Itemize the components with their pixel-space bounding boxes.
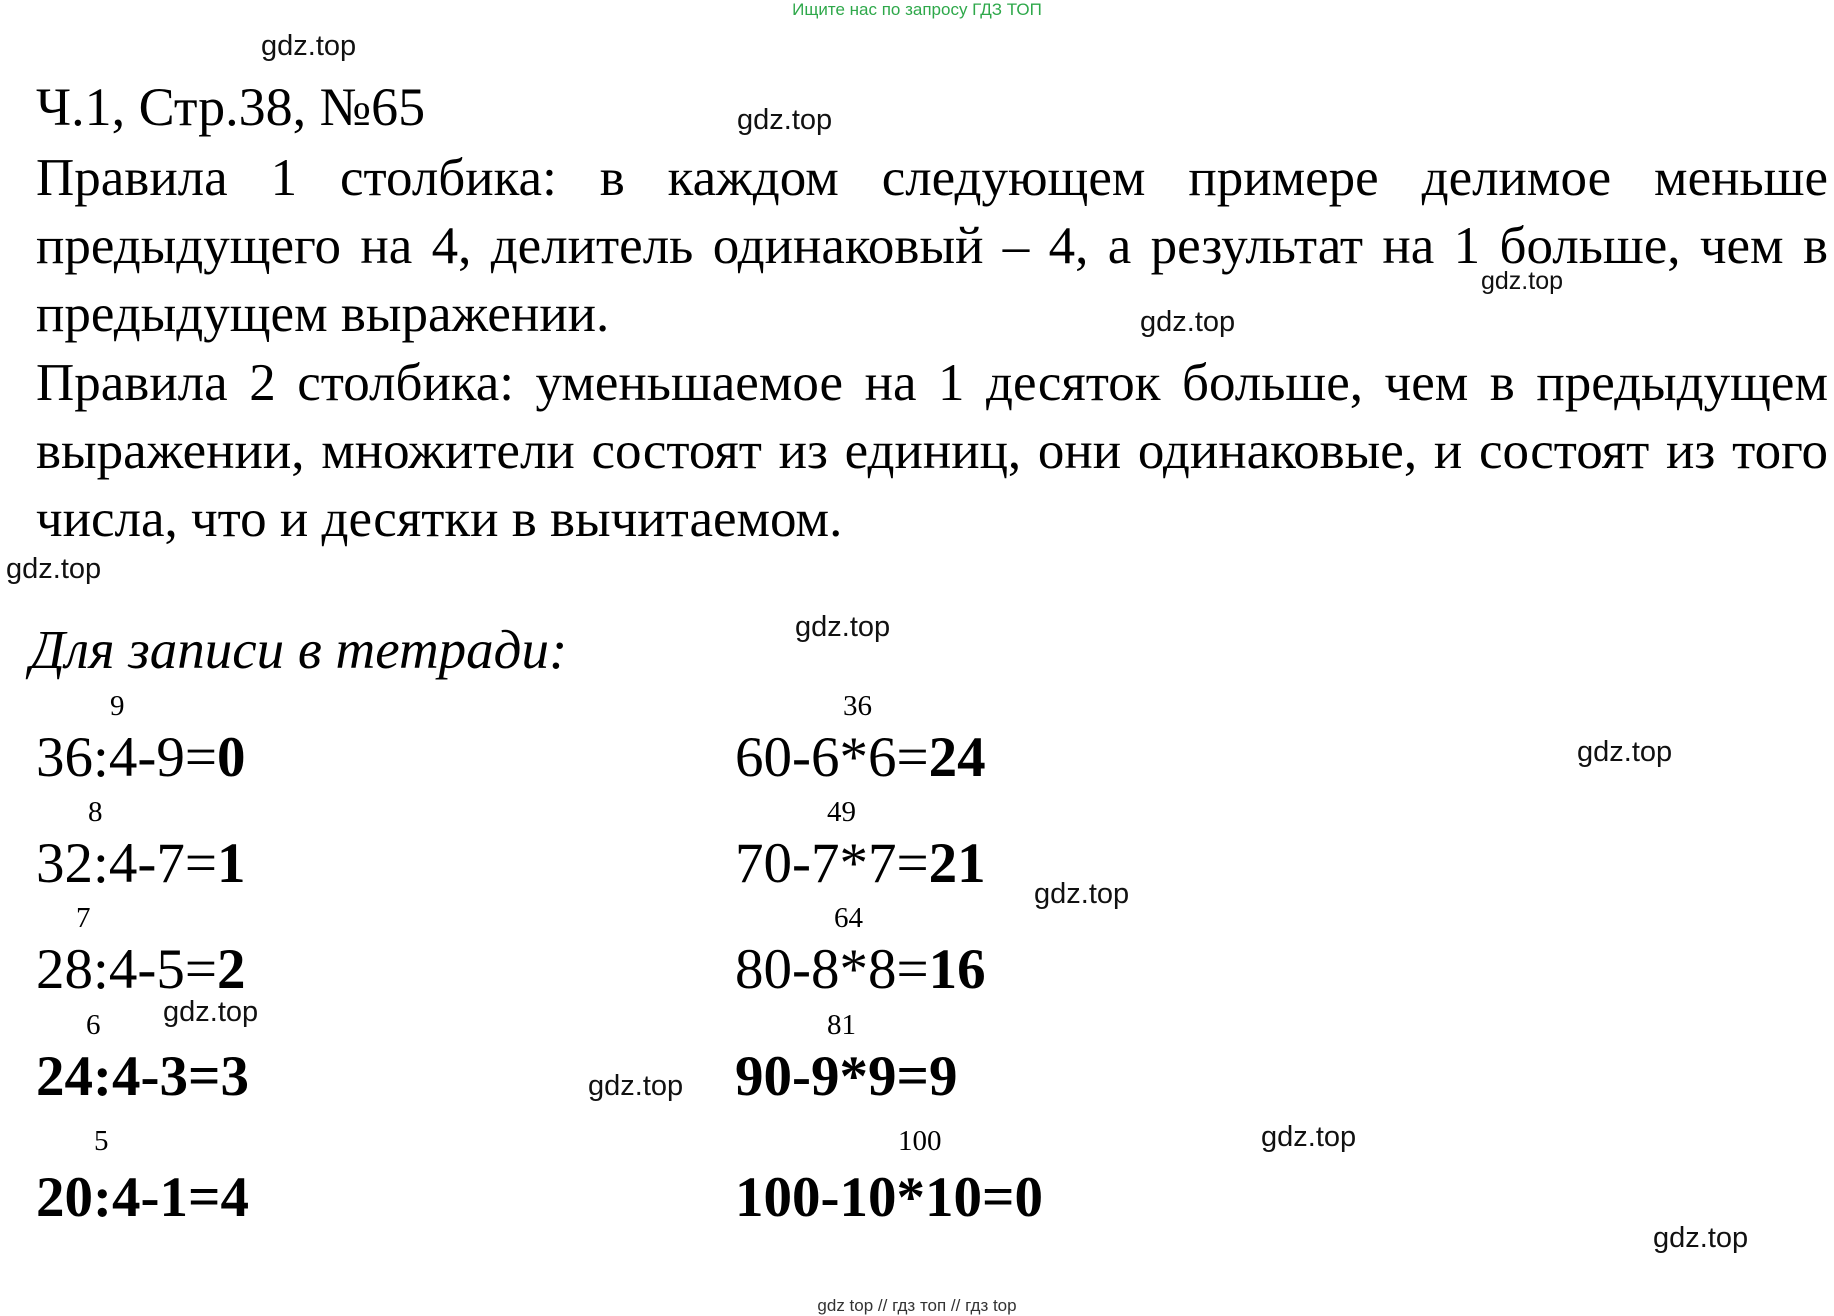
watermark: gdz.top — [1140, 306, 1236, 338]
column2-sup-3: 64 — [834, 902, 863, 934]
column1-answer-2: 1 — [216, 832, 246, 895]
column2-row-5 — [735, 1166, 1043, 1230]
watermark: gdz.top — [261, 30, 357, 62]
column1-expr-5: 20:4-1= — [36, 1166, 221, 1229]
column2-expr-3: 80-8*8= — [735, 938, 929, 1001]
column2-row-4 — [735, 1045, 957, 1109]
column1-sup-4: 6 — [86, 1009, 101, 1041]
column2-sup-5: 100 — [898, 1125, 942, 1157]
page-title: Ч.1, Стр.38, №65 — [36, 77, 426, 137]
watermark: gdz.top — [6, 553, 102, 585]
watermark: gdz.top — [1481, 267, 1564, 295]
column2-row-2 — [735, 832, 986, 896]
column1-sup-2: 8 — [88, 796, 103, 828]
column1-sup-3: 7 — [76, 902, 91, 934]
column2-expr-2: 70-7*7= — [735, 832, 929, 895]
column2-answer-2: 21 — [928, 832, 986, 895]
column2-answer-4: 9 — [928, 1045, 958, 1108]
column2-answer-5: 0 — [1014, 1166, 1043, 1229]
column2-expr-1: 60-6*6= — [735, 726, 929, 789]
column1-row-2 — [36, 832, 245, 896]
column1-answer-3: 2 — [216, 938, 246, 1001]
watermark: gdz.top — [1577, 736, 1673, 768]
watermark: gdz.top — [795, 611, 891, 643]
column2-row-3 — [735, 938, 986, 1002]
column1-row-1 — [36, 726, 245, 790]
column1-row-3 — [36, 938, 245, 1002]
column2-sup-1: 36 — [843, 690, 872, 722]
column1-answer-5: 4 — [220, 1166, 249, 1229]
column2-answer-1: 24 — [928, 726, 986, 789]
notebook-label: Для записи в тетради: — [30, 619, 568, 680]
column1-expr-2: 32:4-7= — [36, 832, 217, 895]
column2-answer-3: 16 — [928, 938, 986, 1001]
column2-row-1 — [735, 726, 986, 790]
column2-sup-4: 81 — [827, 1009, 856, 1041]
column1-expr-3: 28:4-5= — [36, 938, 217, 1001]
watermark: gdz.top — [588, 1070, 684, 1102]
column2-expr-5: 100-10*10= — [735, 1166, 1015, 1229]
column1-expr-1: 36:4-9= — [36, 726, 217, 789]
watermark: gdz.top — [163, 996, 259, 1028]
rule-column-2: Правила 2 столбика: уменьшаемое на 1 десяток больше, чем в предыдущем выражении, множители состоят из единиц, они одинаковые, и состоят из того числа, что и десятки в вычитаемом. — [36, 354, 1828, 548]
top-banner: Ищите нас по запросу ГДЗ ТОП — [792, 0, 1042, 19]
watermark: gdz.top — [1261, 1121, 1357, 1153]
watermark: gdz.top — [737, 104, 833, 136]
watermark: gdz.top — [1653, 1222, 1749, 1254]
rule-column-1: Правила 1 столбика: в каждом следующем примере делимое меньше предыдущего на 4, делитель одинаковый – 4, а результат на 1 больше, чем в предыдущем выражении. — [36, 149, 1828, 343]
column2-expr-4: 90-9*9= — [735, 1045, 929, 1108]
column1-row-5 — [36, 1166, 249, 1230]
column1-sup-1: 9 — [110, 690, 125, 722]
column1-row-4 — [36, 1045, 249, 1109]
column2-sup-2: 49 — [827, 796, 856, 828]
footer-watermark: gdz top // гдз топ // гдз top — [817, 1296, 1017, 1315]
column1-expr-4: 24:4-3= — [36, 1045, 221, 1108]
column1-answer-4: 3 — [220, 1045, 249, 1108]
watermark: gdz.top — [1034, 878, 1130, 910]
column1-answer-1: 0 — [216, 726, 246, 789]
column1-sup-5: 5 — [94, 1125, 109, 1157]
